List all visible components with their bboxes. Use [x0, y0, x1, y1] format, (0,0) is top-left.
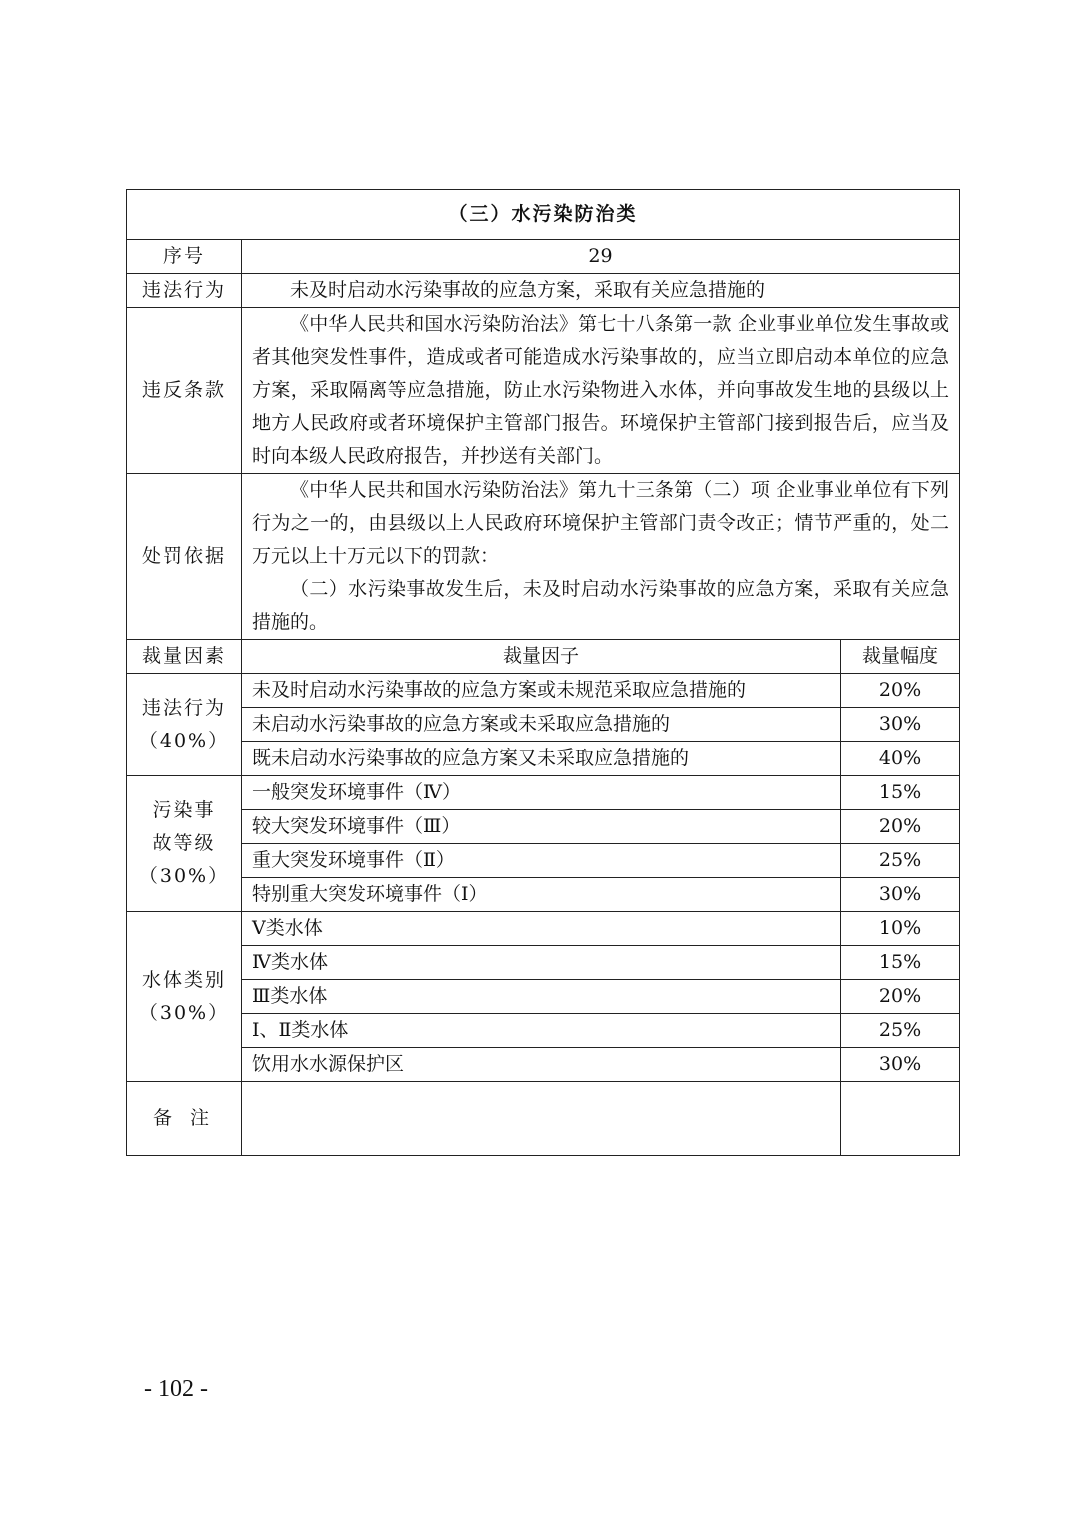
violated-clause-text: 《中华人民共和国水污染防治法》第七十八条第一款 企业事业单位发生事故或者其他突发性事件，造成或者可能造成水污染事故的，应当立即启动本单位的应急方案，采取隔离等应急措施，防止水污染物进入水体，并向事故发生地的县级以上地方人民政府或者环境保护主管部门报告。环境保护主管部门接到报告后，应当及时向本级人民政府报告，并抄送有关部门。 [252, 313, 950, 467]
factor-range: 15% [841, 776, 960, 810]
factor-range: 30% [841, 708, 960, 742]
group-name: 水体类别 [141, 968, 226, 991]
group-weight: （30%） [138, 1001, 230, 1024]
serial-value: 29 [242, 240, 960, 274]
group-name: 污染事故等级 [152, 799, 216, 854]
violation-label: 违法行为 [127, 274, 242, 308]
penalty-basis-cell [242, 474, 960, 640]
table-row [127, 912, 960, 946]
factor-range: 25% [841, 1014, 960, 1048]
factor-text: 重大突发环境事件（Ⅱ） [242, 844, 841, 878]
header-factor: 裁量因素 [127, 640, 242, 674]
remarks-content [242, 1082, 841, 1156]
header-sub-factor: 裁量因子 [242, 640, 841, 674]
violated-clause-cell [242, 308, 960, 474]
group-cell [127, 912, 242, 1082]
serial-label: 序号 [127, 240, 242, 274]
group-name: 违法行为 [141, 696, 226, 719]
factor-range: 40% [841, 742, 960, 776]
table-row [127, 708, 960, 742]
factor-range: 15% [841, 946, 960, 980]
table-row [127, 674, 960, 708]
factor-range: 25% [841, 844, 960, 878]
group-weight: （30%） [138, 865, 230, 887]
group-weight: （40%） [138, 729, 230, 752]
factor-text: Ⅰ、Ⅱ类水体 [242, 1014, 841, 1048]
factor-range: 20% [841, 980, 960, 1014]
table-row [127, 980, 960, 1014]
violated-clause-label: 违反条款 [127, 308, 242, 474]
factor-text: Ⅳ类水体 [242, 946, 841, 980]
remarks-label: 备 注 [127, 1082, 242, 1156]
table-row [127, 1048, 960, 1082]
table-row [127, 810, 960, 844]
penalty-basis-label: 处罚依据 [127, 474, 242, 640]
discretion-table [126, 189, 960, 1156]
penalty-basis-paragraph-1: 《中华人民共和国水污染防治法》第九十三条第（二）项 企业事业单位有下列行为之一的，由县级以上人民政府环境保护主管部门责令改正；情节严重的，处二万元以上十万元以下的罚款： [252, 479, 950, 567]
table-row [127, 946, 960, 980]
factor-text: 较大突发环境事件（Ⅲ） [242, 810, 841, 844]
factor-text: Ⅴ类水体 [242, 912, 841, 946]
table-row [127, 844, 960, 878]
penalty-basis-paragraph-2: （二）水污染事故发生后，未及时启动水污染事故的应急方案，采取有关应急措施的。 [252, 578, 950, 633]
table-row [127, 878, 960, 912]
group-cell [127, 776, 242, 912]
factor-range: 30% [841, 878, 960, 912]
factor-text: Ⅲ类水体 [242, 980, 841, 1014]
factor-text: 饮用水水源保护区 [242, 1048, 841, 1082]
factor-range: 30% [841, 1048, 960, 1082]
header-range: 裁量幅度 [841, 640, 960, 674]
violation-value: 未及时启动水污染事故的应急方案，采取有关应急措施的 [242, 274, 960, 308]
table-row [127, 776, 960, 810]
remarks-range [841, 1082, 960, 1156]
factor-text: 未启动水污染事故的应急方案或未采取应急措施的 [242, 708, 841, 742]
table-row [127, 742, 960, 776]
factor-text: 既未启动水污染事故的应急方案又未采取应急措施的 [242, 742, 841, 776]
table-row [127, 1014, 960, 1048]
table-title: （三）水污染防治类 [127, 190, 960, 240]
factor-text: 特别重大突发环境事件（Ⅰ） [242, 878, 841, 912]
factor-range: 20% [841, 674, 960, 708]
factor-range: 20% [841, 810, 960, 844]
factor-text: 未及时启动水污染事故的应急方案或未规范采取应急措施的 [242, 674, 841, 708]
factor-range: 10% [841, 912, 960, 946]
page-number: - 102 - [144, 1376, 208, 1402]
factor-text: 一般突发环境事件（Ⅳ） [242, 776, 841, 810]
group-cell [127, 674, 242, 776]
